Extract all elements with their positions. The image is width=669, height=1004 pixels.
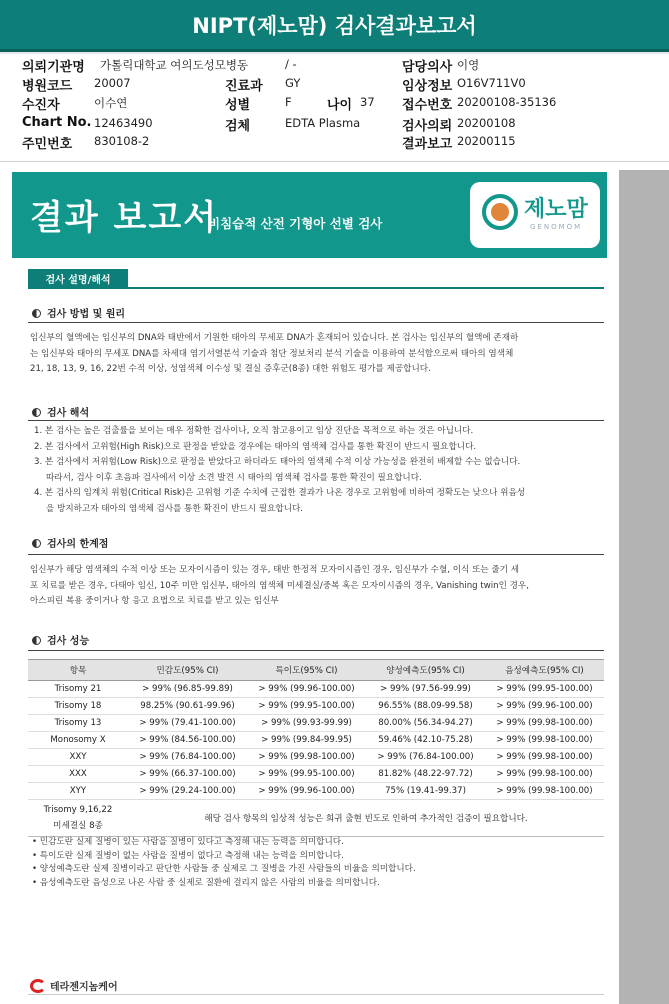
doctor-label: 담당의사 [402,60,453,75]
info-row [22,94,662,112]
clinical-info-value: O16V711V0 [457,76,526,90]
table-row [28,715,604,732]
doctor-value: 이영 [457,58,480,72]
half-circle-icon [32,309,41,318]
list-item: 4. 본 검사의 임계치 위험(Critical Risk)은 고위험 기준 수치에 근접한 결과가 나온 경우로 고위험에 비하여 정확도는 낮으나 위음성 [34,488,526,498]
info-row [22,115,662,133]
table-cell: > 99% (99.96-100.00) [485,698,604,715]
table-row [28,732,604,749]
report-title: 결과 보고서 [30,198,219,238]
list-item: 3. 본 검사에서 저위험(Low Risk)으로 판정을 받았다고 하더라도 태아의 염색체 수적 이상 가능성을 완전히 배제할 수는 없습니다. [34,457,521,467]
clinic-label: 진료과 [225,79,263,94]
request-label: 검사의뢰 [402,119,453,134]
table-cell: > 99% (99.98-100.00) [485,715,604,732]
institution-value: 가톨릭대학교 여의도성모병동 [100,58,249,72]
clinic-value: GY [285,76,301,90]
logo-text: 제노맘 [524,197,588,222]
company-logo [30,978,118,993]
table-cell: > 99% (76.84-100.00) [128,749,247,766]
divider [28,322,604,323]
id-label: 주민번호 [22,137,73,152]
note-item: • 양성예측도란 실제 질병이라고 판단한 사람들 중 실제로 그 질병을 가진 사람들의 비율을 의미합니다. [32,864,416,874]
half-circle-icon [32,408,41,417]
definition-notes [32,836,604,890]
divider [0,52,669,54]
interpretation-heading [32,404,89,419]
info-row [22,133,662,151]
table-cell: > 99% (99.96-100.00) [247,783,366,800]
method-heading-text: 검사 방법 및 원리 [47,309,126,320]
company-g-icon [30,979,46,993]
table-cell: 98.25% (90.61-99.96) [128,698,247,715]
table-cell: > 99% (79.41-100.00) [128,715,247,732]
table-cell: > 99% (97.56-99.99) [366,681,485,698]
hospital-code-value: 20007 [94,76,131,90]
report-subtitle: 비침습적 산전 기형아 선별 검사 [208,216,383,231]
column-header: 민감도(95% CI) [128,660,247,681]
row-name-line: Trisomy 9,16,22 [43,805,113,815]
table-row [28,766,604,783]
limits-heading-text: 검사의 한계점 [47,539,109,550]
text-line: 포 치료를 받은 경우, 다태아 임신, 10주 미만 임신부, 태아의 염색체 미세결실/중복 혹은 모자이시즘의 경우, Vanishing twin인 경우, [30,580,529,591]
info-row [22,56,662,74]
divider [0,161,669,162]
specimen-value: EDTA Plasma [285,116,361,130]
method-paragraph [30,331,602,378]
chart-value: 12463490 [94,116,153,130]
list-item: 1. 본 검사는 높은 검출률을 보이는 매우 정확한 검사이나, 오직 참고용이고 임상 진단을 목적으로 하는 것은 아닙니다. [34,426,474,436]
divider [28,420,604,421]
note-item: • 음성예측도란 음성으로 나온 사람 중 실제로 질환에 걸리지 않은 사람의 비율을 의미합니다. [32,877,380,888]
performance-heading [32,632,89,647]
half-circle-icon [32,636,41,645]
table-cell: > 99% (99.84-99.95) [247,732,366,749]
text-line: 21, 18, 13, 9, 16, 22번 수적 이상, 성염색체 이수성 및 결실 증후군(8종) 대한 위험도 평가를 제공합니다. [30,364,431,374]
method-heading [32,305,125,320]
table-cell: > 99% (29.24-100.00) [128,783,247,800]
table-cell: > 99% (99.95-100.00) [247,698,366,715]
gender-value: F [285,95,292,109]
divider [28,994,604,995]
report-banner [0,0,669,52]
column-header: 양성예측도(95% CI) [366,660,485,681]
table-cell: 75% (19.41-99.37) [366,783,485,800]
table-cell: 81.82% (48.22-97.72) [366,766,485,783]
table-row [28,749,604,766]
page-side-bar [619,170,669,1004]
section-tab-label: 검사 설명/해석 [45,275,111,286]
column-header: 항목 [28,660,128,681]
reception-value: 20200108-35136 [457,95,557,109]
reception-label: 접수번호 [402,98,453,113]
specimen-label: 검체 [225,119,251,134]
hospital-code-label: 병원코드 [22,79,73,94]
table-row [28,783,604,800]
table-cell: > 99% (99.93-99.99) [247,715,366,732]
half-circle-icon [32,539,41,548]
column-header: 특이도(95% CI) [247,660,366,681]
divider [28,650,604,651]
logo-dot-icon [491,203,509,221]
clinical-info-label: 임상정보 [402,79,453,94]
institution-label: 의뢰기관명 [22,60,85,75]
table-row [28,681,604,698]
age-value: 37 [360,95,375,109]
age-label: 나이 [327,98,353,113]
table-cell: > 99% (84.56-100.00) [128,732,247,749]
text-line: 임신부의 혈액에는 임신부의 DNA와 태반에서 기원한 태아의 무세포 DNA가 혼재되어 있습니다. 본 검사는 임신부의 혈액에 존재하 [30,333,519,343]
table-cell: Monosomy X [28,732,128,749]
id-value: 830108-2 [94,134,150,148]
table-cell [28,800,128,837]
dept-value: / - [285,57,297,71]
interpretation-list [30,424,602,517]
patient-info-block [22,56,662,158]
table-cell: > 99% (99.95-100.00) [247,766,366,783]
divider [28,287,604,289]
table-cell: > 99% (66.37-100.00) [128,766,247,783]
table-cell: XYY [28,783,128,800]
table-cell: 59.46% (42.10-75.28) [366,732,485,749]
collector-label: 수진자 [22,98,60,113]
text-line: 는 임신부와 태아의 무세포 DNA를 차세대 염기서열분석 기술과 첨단 정보처리 분석 기술을 이용하여 분석함으로써 태아의 염색체 [30,348,514,359]
table-cell: > 99% (96.85-99.89) [128,681,247,698]
report-header [12,172,607,258]
divider [28,554,604,555]
table-cell: > 99% (76.84-100.00) [366,749,485,766]
info-row [22,75,662,93]
table-cell: > 99% (99.98-100.00) [485,766,604,783]
note-item: • 민감도란 실제 질병이 있는 사람을 질병이 있다고 측정해 내는 능력을 의미합니다. [32,837,344,847]
limits-paragraph [30,563,602,610]
table-header-row [28,660,604,681]
performance-table [28,659,604,837]
company-name: 테라젠지놈케어 [50,982,118,993]
table-row [28,800,604,837]
collector-value: 이수연 [94,96,128,110]
table-cell: XXY [28,749,128,766]
table-cell: Trisomy 18 [28,698,128,715]
table-row [28,698,604,715]
table-cell: 해당 검사 항목의 임상적 성능은 희귀 출현 빈도로 인하여 추가적인 검증이 필요합니다. [128,800,604,837]
interpretation-heading-text: 검사 해석 [47,408,90,419]
table-cell: > 99% (99.95-100.00) [485,681,604,698]
report-date-label: 결과보고 [402,137,453,152]
table-cell: > 99% (99.98-100.00) [485,732,604,749]
genomom-logo [470,182,600,248]
section-tab [28,269,128,288]
column-header: 음성예측도(95% CI) [485,660,604,681]
performance-heading-text: 검사 성능 [47,636,90,647]
report-date-value: 20200115 [457,134,516,148]
text-line: 아스피린 복용 중이거나 항 응고 요법으로 치료를 받고 있는 임신부 [30,596,279,606]
table-cell: Trisomy 21 [28,681,128,698]
list-item: 을 방지하고자 태아의 염색체 검사를 통한 확진이 반드시 필요합니다. [46,503,304,514]
table-cell: Trisomy 13 [28,715,128,732]
list-item: 2. 본 검사에서 고위험(High Risk)으로 판정을 받았을 경우에는 태아의 염색체 검사를 통한 확진이 반드시 필요합니다. [34,441,477,452]
row-name-line: 미세결실 8종 [53,821,103,831]
table-cell: > 99% (99.98-100.00) [247,749,366,766]
note-item: • 특이도란 실제 질병이 없는 사람을 질병이 없다고 측정해 내는 능력을 의미합니다. [32,850,344,861]
limits-heading [32,535,108,550]
table-cell: > 99% (99.98-100.00) [485,749,604,766]
request-value: 20200108 [457,116,516,130]
chart-label: Chart No. [22,115,92,130]
page-title: NIPT(제노맘) 검사결과보고서 [192,13,477,38]
table-cell: > 99% (99.98-100.00) [485,783,604,800]
table-cell: > 99% (99.96-100.00) [247,681,366,698]
table-cell: XXX [28,766,128,783]
gender-label: 성별 [225,98,251,113]
table-cell: 80.00% (56.34-94.27) [366,715,485,732]
text-line: 임신부가 해당 염색체의 수적 이상 또는 모자이시즘이 있는 경우, 태반 한정적 모자이시즘인 경우, 임신부가 수혈, 이식 또는 줄기 세 [30,565,520,575]
table-cell: 96.55% (88.09-99.58) [366,698,485,715]
logo-subtext: GENOMOM [530,223,583,231]
list-item: 따라서, 검사 이후 초음파 검사에서 이상 소견 발견 시 태아의 염색체 검사를 통한 확진이 필요합니다. [46,472,422,483]
